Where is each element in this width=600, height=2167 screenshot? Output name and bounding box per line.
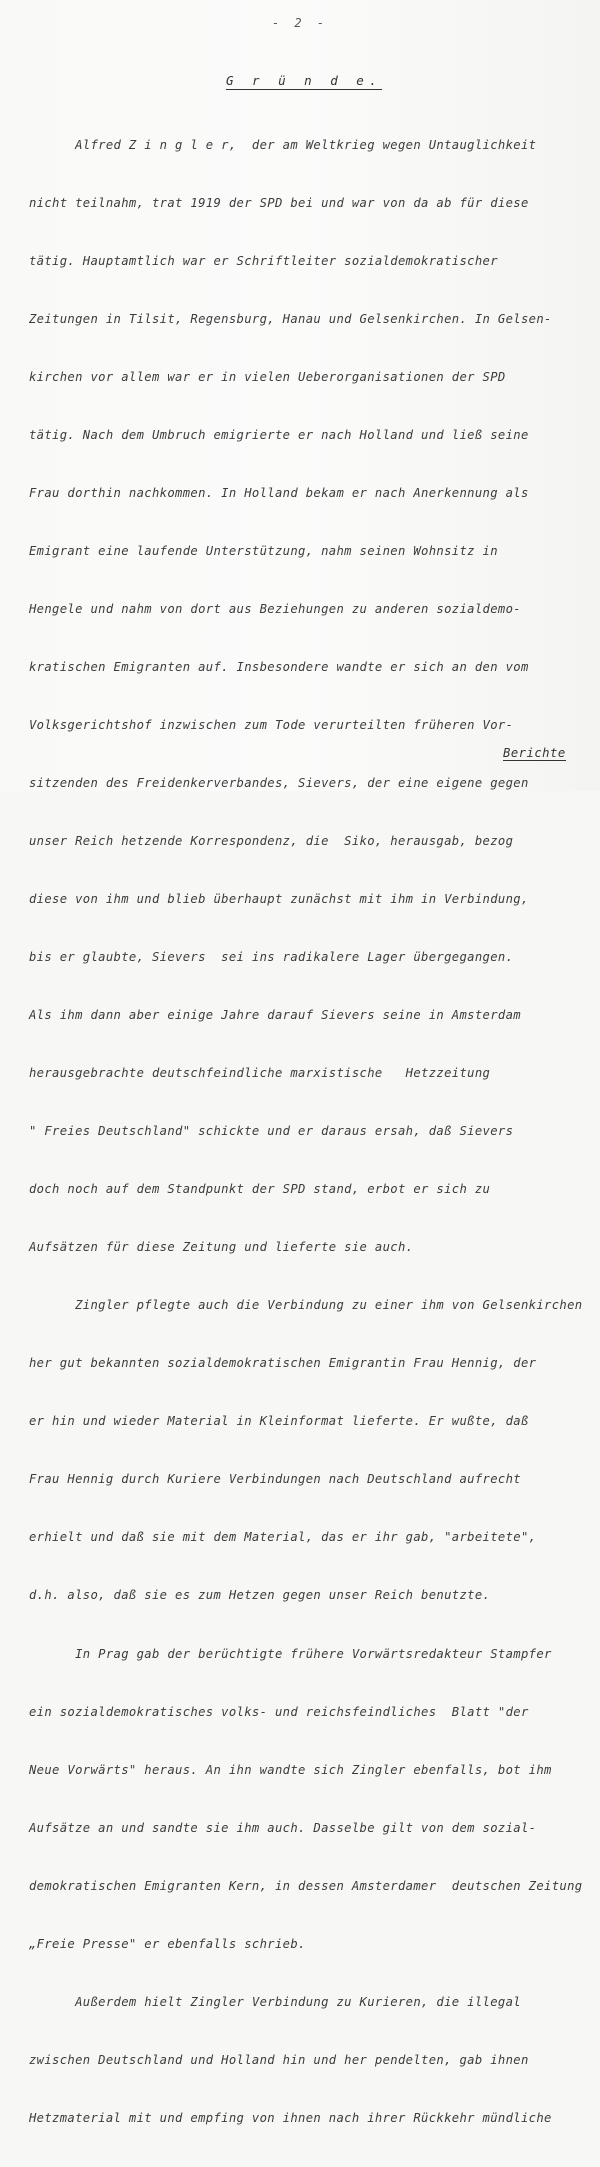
text-line: er hin und wieder Material in Kleinformat lieferte. Er wußte, daß [29, 1414, 529, 1429]
text-line: " Freies Deutschland" schickte und er daraus ersah, daß Sievers [29, 1124, 514, 1139]
text-line: Als ihm dann aber einige Jahre darauf Sievers seine in Amsterdam [29, 1008, 521, 1023]
text-line: „Freie Presse" er ebenfalls schrieb. [29, 1936, 306, 1951]
text-line: her gut bekannten sozialdemokratischen Emigrantin Frau Hennig, der [29, 1356, 537, 1371]
text-line: Emigrant eine laufende Unterstützung, nahm seinen Wohnsitz in [29, 543, 498, 558]
text-line: diese von ihm und blieb überhaupt zunächst mit ihm in Verbindung, [29, 892, 529, 907]
text-line: tätig. Nach dem Umbruch emigrierte er nach Holland und ließ seine [29, 427, 529, 442]
text-line: sitzenden des Freidenkerverbandes, Sievers, der eine eigene gegen [29, 776, 529, 791]
text-line: ein sozialdemokratisches volks- und reichsfeindliches Blatt "der [29, 1704, 529, 1719]
text-line: Frau Hennig durch Kuriere Verbindungen nach Deutschland aufrecht [29, 1472, 521, 1487]
text-line: Aufsätze an und sandte sie ihm auch. Dasselbe gilt von dem sozial- [29, 1820, 537, 1835]
text-line: d.h. also, daß sie es zum Hetzen gegen unser Reich benutzte. [29, 1588, 491, 1603]
text-line: Zingler pflegte auch die Verbindung zu einer ihm von Gelsenkirchen [29, 1298, 583, 1313]
text-line: Frau dorthin nachkommen. In Holland bekam er nach Anerkennung als [29, 485, 529, 500]
text-line: Alfred Z i n g l e r, der am Weltkrieg wegen Untauglichkeit [29, 137, 537, 152]
text-line: bis er glaubte, Sievers sei ins radikalere Lager übergegangen. [29, 950, 514, 965]
text-line: Hetzmaterial mit und empfing von ihnen nach ihrer Rückkehr mündliche [29, 2110, 552, 2125]
text-line: unser Reich hetzende Korrespondenz, die Siko, herausgab, bezog [29, 834, 514, 849]
text-line: doch noch auf dem Standpunkt der SPD stand, erbot er sich zu [29, 1182, 491, 1197]
text-line: demokratischen Emigranten Kern, in dessen Amsterdamer deutschen Zeitung [29, 1878, 583, 1893]
page-number: - 2 - [271, 16, 329, 30]
body-text [29, 97, 589, 2167]
catchword: Berichte [503, 746, 566, 760]
text-line: tätig. Hauptamtlich war er Schriftleiter sozialdemokratischer [29, 253, 498, 268]
text-line: In Prag gab der berüchtigte frühere Vorwärtsredakteur Stampfer [29, 1646, 552, 1661]
text-line: Volksgerichtshof inzwischen zum Tode verurteilten früheren Vor- [29, 718, 514, 732]
text-line: Neue Vorwärts" heraus. An ihn wandte sich Zingler ebenfalls, bot ihm [29, 1762, 552, 1777]
text-line: herausgebrachte deutschfeindliche marxistische Hetzzeitung [29, 1066, 491, 1081]
text-line: Aufsätzen für diese Zeitung und lieferte sie auch. [29, 1240, 414, 1255]
text-line: Hengele und nahm von dort aus Beziehungen zu anderen sozialdemo- [29, 601, 521, 616]
text-line: Zeitungen in Tilsit, Regensburg, Hanau und Gelsenkirchen. In Gelsen- [29, 311, 552, 326]
text-line: zwischen Deutschland und Holland hin und her pendelten, gab ihnen [29, 2052, 529, 2067]
text-line: kratischen Emigranten auf. Insbesondere wandte er sich an den vom [29, 659, 529, 674]
text-line: erhielt und daß sie mit dem Material, das er ihr gab, "arbeitete", [29, 1530, 537, 1545]
text-line: kirchen vor allem war er in vielen Ueberorganisationen der SPD [29, 369, 506, 384]
text-line: nicht teilnahm, trat 1919 der SPD bei und war von da ab für diese [29, 195, 529, 210]
section-heading: G r ü n d e. [226, 73, 383, 88]
text-line: Außerdem hielt Zingler Verbindung zu Kurieren, die illegal [29, 1994, 521, 2009]
